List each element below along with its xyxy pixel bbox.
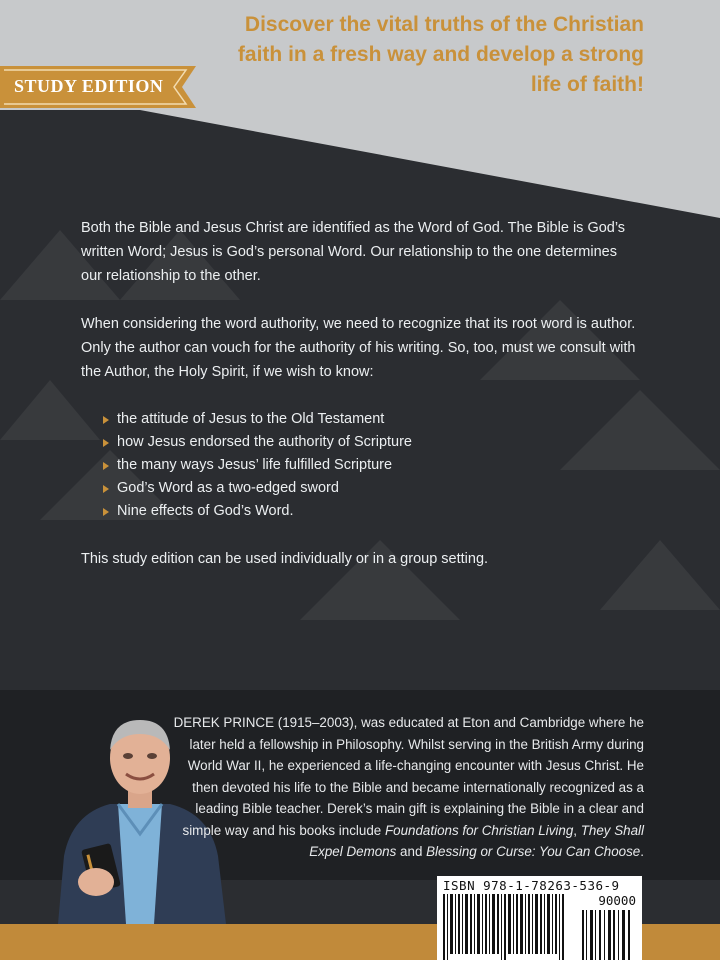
description-paragraph-1: Both the Bible and Jesus Christ are identified as the Word of God. The Bible is God’s written Word; Jesus is God’s personal Word. Our relationship to the one determines our relationship to the other. [81,220,626,284]
triangle-bullet-icon [103,416,109,424]
triangle-bullet-icon [103,508,109,516]
description [81,216,641,595]
description-paragraph-3: This study edition can be used individually or in a group setting. [81,551,489,567]
author-bio: DEREK PRINCE (1915–2003), was educated at Eton and Cambridge where he later held a fellowship in Philosophy. Whilst serving in the British Army during World War II, he experienced a life-changing encounter with Jesus Christ. He then devoted his life to the Bible and became internationally recognized as a leading Bible teacher. Derek’s main gift is explaining the Bible in a clear and simple way and his books include Foundations for Christian Living, They Shall Expel Demons and Blessing or Curse: You Can Choose. [173,715,644,859]
list-item: how Jesus endorsed the authority of Scripture [103,431,641,454]
isbn-number: ISBN 978-1-78263-536-9 [443,878,620,893]
addon-bars [582,910,634,960]
triangle-bullet-icon [103,439,109,447]
list-item: the attitude of Jesus to the Old Testament [103,408,641,431]
book-title: Foundations for Christian Living [384,822,574,838]
study-edition-badge [0,66,196,108]
isbn-barcode [437,876,642,960]
badge-label: STUDY EDITION [14,76,164,96]
description-paragraph-2: When considering the word authority, we need to recognize that its root word is author. Only the author can vouch for the authority of his writing. So, too, must we consult with the Author, the Holy Spirit, if we wish to know: [81,316,636,380]
book-title: They Shall Expel Demons [309,822,644,859]
list-item: Nine effects of God’s Word. [103,500,641,523]
bullet-list [81,408,641,523]
price-addon: 90000 [598,893,636,908]
list-item: the many ways Jesus’ life fulfilled Scripture [103,454,641,477]
tagline: Discover the vital truths of the Christian faith in a fresh way and develop a strong life of faith! [237,13,644,96]
barcode-bars [443,894,573,960]
book-title: Blessing or Curse: You Can Choose [426,844,641,859]
triangle-bullet-icon [103,485,109,493]
list-item: God’s Word as a two-edged sword [103,477,641,500]
triangle-bullet-icon [103,462,109,470]
